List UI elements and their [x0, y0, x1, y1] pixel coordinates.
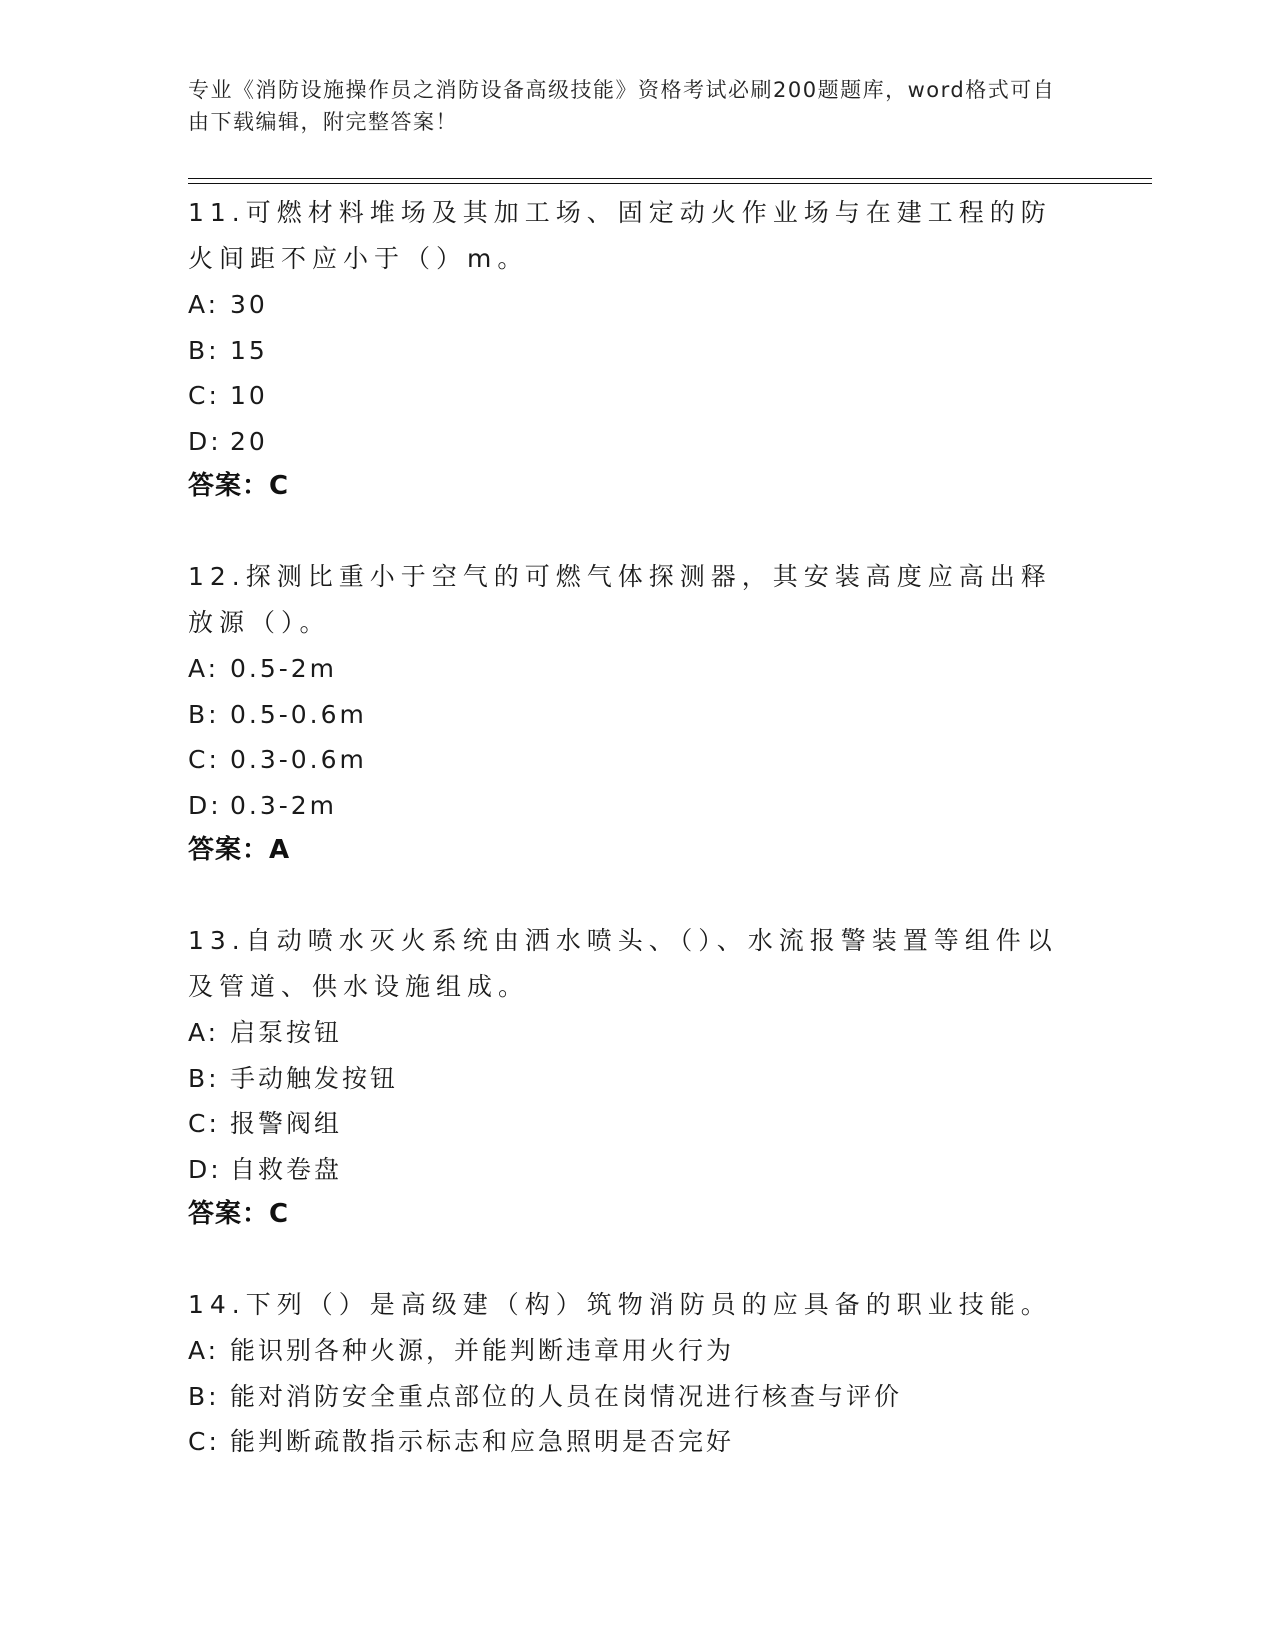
- option-b: [188, 328, 1088, 374]
- option-key: D:: [188, 790, 222, 820]
- question-list: [188, 190, 1088, 1510]
- option-value: 0.3-2m: [230, 790, 338, 820]
- option-value: 30: [230, 290, 268, 319]
- option-value: 启泵按钮: [230, 1018, 343, 1047]
- option-key: C:: [188, 745, 220, 774]
- option-key: A:: [188, 290, 220, 319]
- option-a: [188, 1328, 1088, 1374]
- option-c: [188, 373, 1088, 419]
- option-c: [188, 1101, 1088, 1147]
- option-key: C:: [188, 1109, 220, 1138]
- option-key: B:: [188, 1063, 220, 1093]
- answer-text: 答案：A: [188, 835, 291, 865]
- question-text: 14.下列（）是高级建（构）筑物消防员的应具备的职业技能。: [188, 1290, 1052, 1319]
- header-divider-bottom: [188, 183, 1152, 184]
- header-divider-top: [188, 178, 1152, 179]
- option-d: [188, 783, 1088, 829]
- answer-text: 答案：C: [188, 471, 290, 501]
- option-value: 0.5-2m: [230, 654, 338, 683]
- question-text: 11.可燃材料堆场及其加工场、固定动火作业场与在建工程的防火间距不应小于（）m。: [188, 198, 1052, 273]
- option-b: [188, 1374, 1088, 1420]
- option-key: A:: [188, 1018, 220, 1047]
- option-value: 能判断疏散指示标志和应急照明是否完好: [230, 1427, 735, 1456]
- option-value: 20: [230, 426, 268, 456]
- option-value: 报警阀组: [230, 1109, 343, 1138]
- option-value: 能对消防安全重点部位的人员在岗情况进行核查与评价: [230, 1381, 903, 1411]
- question-text: 12.探测比重小于空气的可燃气体探测器，其安装高度应高出释放源（）。: [188, 562, 1052, 637]
- answer-text: 答案：C: [188, 1199, 290, 1229]
- option-key: B:: [188, 699, 220, 729]
- option-d: [188, 419, 1088, 465]
- option-c: [188, 1419, 1088, 1465]
- option-value: 15: [230, 335, 268, 365]
- option-a: [188, 646, 1088, 692]
- option-value: 手动触发按钮: [230, 1063, 399, 1093]
- option-d: [188, 1147, 1088, 1193]
- option-value: 0.3-0.6m: [230, 745, 367, 774]
- option-key: D:: [188, 1154, 222, 1184]
- option-key: B:: [188, 1381, 220, 1411]
- option-value: 0.5-0.6m: [230, 699, 367, 729]
- question-item: [188, 918, 1088, 1237]
- option-value: 10: [230, 381, 268, 410]
- option-a: [188, 282, 1088, 328]
- option-value: 能识别各种火源，并能判断违章用火行为: [230, 1336, 735, 1365]
- option-b: [188, 692, 1088, 738]
- option-key: D:: [188, 426, 222, 456]
- option-key: C:: [188, 1427, 220, 1456]
- option-b: [188, 1056, 1088, 1102]
- option-key: C:: [188, 381, 220, 410]
- option-c: [188, 737, 1088, 783]
- option-key: A:: [188, 1336, 220, 1365]
- question-item: [188, 1282, 1088, 1465]
- question-item: [188, 554, 1088, 873]
- option-key: A:: [188, 654, 220, 683]
- question-text: 13.自动喷水灭火系统由洒水喷头、（）、水流报警装置等组件以及管道、供水设施组成。: [188, 926, 1058, 1001]
- question-item: [188, 190, 1088, 509]
- option-a: [188, 1010, 1088, 1056]
- option-key: B:: [188, 335, 220, 365]
- option-value: 自救卷盘: [230, 1154, 343, 1184]
- document-header: 专业《消防设施操作员之消防设备高级技能》资格考试必刷200题题库，word格式可自由下载编辑，附完整答案！: [188, 78, 1056, 134]
